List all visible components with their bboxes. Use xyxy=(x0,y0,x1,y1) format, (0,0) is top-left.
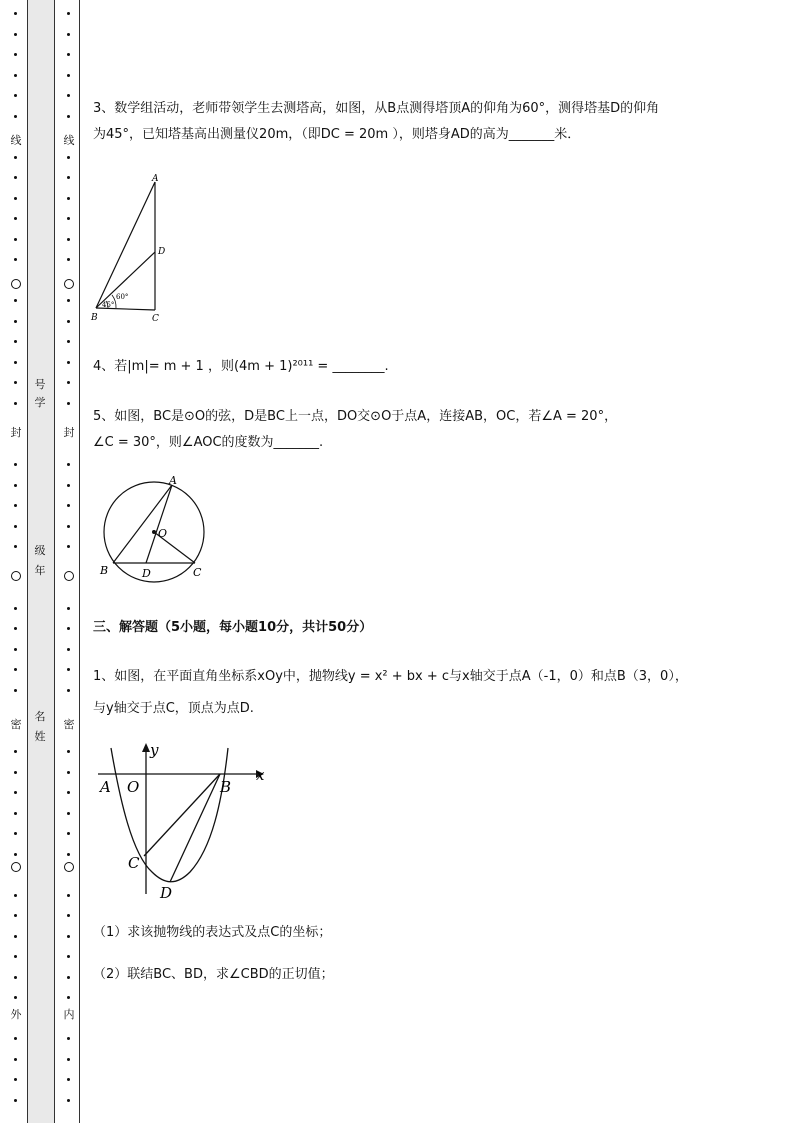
binding-dot xyxy=(14,1078,17,1081)
binding-dot xyxy=(67,381,70,384)
outer-label-mi: 密 xyxy=(10,718,22,731)
binding-dot xyxy=(67,648,70,651)
binding-strip xyxy=(27,0,55,1123)
binding-dot xyxy=(14,74,17,77)
binding-dot xyxy=(67,217,70,220)
binding-dot xyxy=(67,812,70,815)
binding-dot xyxy=(67,545,70,548)
question-5-line2: ∠C = 30°，则∠AOC的度数为_______. xyxy=(93,435,324,450)
binding-dot xyxy=(14,955,17,958)
inner-ring-mark xyxy=(64,862,74,872)
tower-label-D: D xyxy=(158,247,166,257)
inner-ring-mark xyxy=(64,279,74,289)
binding-dot xyxy=(67,1058,70,1061)
binding-dot xyxy=(14,1099,17,1102)
binding-dot xyxy=(14,94,17,97)
field-label-xing: 姓 xyxy=(34,730,46,743)
binding-dot xyxy=(67,996,70,999)
binding-dot xyxy=(67,1099,70,1102)
outer-ring-mark xyxy=(11,571,21,581)
circle-label-A: A xyxy=(169,474,177,487)
binding-dot xyxy=(67,791,70,794)
inner-label-feng: 封 xyxy=(63,426,75,439)
binding-dot xyxy=(14,504,17,507)
binding-dot xyxy=(14,668,17,671)
binding-dot xyxy=(14,689,17,692)
question-3-line1: 3、数学组活动，老师带领学生去测塔高，如图，从B点测得塔顶A的仰角为60°，测得塔基D的仰角 xyxy=(93,101,660,116)
binding-dot xyxy=(67,771,70,774)
binding-dot xyxy=(14,176,17,179)
binding-dot xyxy=(14,894,17,897)
binding-dot xyxy=(67,463,70,466)
binding-dot xyxy=(14,197,17,200)
tower-label-A: A xyxy=(152,174,159,184)
binding-dot xyxy=(14,33,17,36)
parabola-label-y: y xyxy=(150,741,159,759)
binding-dot xyxy=(14,976,17,979)
circle-label-D: D xyxy=(142,567,151,580)
circle-label-B: B xyxy=(100,564,109,577)
outer-label-feng: 封 xyxy=(10,426,22,439)
binding-dot xyxy=(67,935,70,938)
binding-dot xyxy=(14,381,17,384)
tower-angle-45: 45° xyxy=(102,301,115,309)
parabola-label-O: O xyxy=(127,778,140,796)
binding-dot xyxy=(67,1078,70,1081)
tower-label-C: C xyxy=(152,314,159,324)
binding-dot xyxy=(14,463,17,466)
binding-dot xyxy=(67,504,70,507)
binding-dot xyxy=(14,299,17,302)
problem-1-line2: 与y轴交于点C，顶点为点D. xyxy=(93,701,254,716)
binding-dot xyxy=(67,750,70,753)
binding-dot xyxy=(67,689,70,692)
binding-dot xyxy=(14,361,17,364)
binding-dot xyxy=(14,1037,17,1040)
binding-dot xyxy=(14,258,17,261)
binding-dot xyxy=(14,238,17,241)
outer-ring-mark xyxy=(11,279,21,289)
binding-dot xyxy=(14,340,17,343)
binding-dot xyxy=(14,1058,17,1061)
inner-label-nei: 内 xyxy=(63,1008,75,1021)
binding-dot xyxy=(14,935,17,938)
binding-dot xyxy=(67,1037,70,1040)
binding-dot xyxy=(67,238,70,241)
tower-label-B: B xyxy=(91,313,98,323)
binding-dot xyxy=(67,74,70,77)
parabola-label-D: D xyxy=(160,884,173,902)
binding-dot xyxy=(67,176,70,179)
binding-dot xyxy=(67,607,70,610)
binding-dot xyxy=(14,853,17,856)
binding-dot xyxy=(67,976,70,979)
field-label-hao: 号 xyxy=(34,378,46,391)
binding-dot xyxy=(67,832,70,835)
section-3-title: 三、解答题（5小题，每小题10分，共计50分） xyxy=(93,620,373,635)
parabola-label-B: B xyxy=(220,778,232,796)
binding-dot xyxy=(67,115,70,118)
field-label-ji: 级 xyxy=(34,544,46,557)
binding-dot xyxy=(14,750,17,753)
binding-dot xyxy=(67,894,70,897)
binding-border-line xyxy=(79,0,80,1123)
outer-label-wai: 外 xyxy=(10,1008,22,1021)
binding-dot xyxy=(67,53,70,56)
binding-dot xyxy=(14,914,17,917)
binding-dot xyxy=(14,156,17,159)
binding-dot xyxy=(14,545,17,548)
parabola-label-A: A xyxy=(100,778,111,796)
binding-dot xyxy=(67,258,70,261)
binding-dot xyxy=(14,217,17,220)
tower-angle-60: 60° xyxy=(116,293,129,301)
binding-dot xyxy=(14,484,17,487)
binding-dot xyxy=(67,525,70,528)
problem-1-sub2: （2）联结BC、BD，求∠CBD的正切值； xyxy=(93,967,334,982)
field-label-xue: 学 xyxy=(34,396,46,409)
binding-dot xyxy=(67,33,70,36)
binding-dot xyxy=(14,525,17,528)
binding-dot xyxy=(14,771,17,774)
binding-dot xyxy=(14,320,17,323)
problem-1-line1: 1、如图，在平面直角坐标系xOy中，抛物线y = x² + bx + c与x轴交于点A（-1，0）和点B（3，0）， xyxy=(93,669,688,684)
binding-dot xyxy=(67,12,70,15)
binding-dot xyxy=(67,668,70,671)
binding-dot xyxy=(14,832,17,835)
binding-dot xyxy=(14,402,17,405)
binding-dot xyxy=(14,648,17,651)
question-3-line2: 为45°，已知塔基高出测量仪20m，（即DC = 20m ），则塔身AD的高为_______米． xyxy=(93,127,581,142)
binding-dot xyxy=(14,791,17,794)
binding-dot xyxy=(67,853,70,856)
binding-dot xyxy=(14,12,17,15)
circle-label-O: O xyxy=(158,527,168,540)
field-label-nian: 年 xyxy=(34,564,46,577)
inner-ring-mark xyxy=(64,571,74,581)
question-5-line1: 5、如图，BC是⊙O的弦，D是BC上一点，DO交⊙O于点A，连接AB，OC，若∠A = 20°， xyxy=(93,409,618,424)
binding-dot xyxy=(14,607,17,610)
binding-dot xyxy=(14,115,17,118)
binding-dot xyxy=(67,299,70,302)
binding-dot xyxy=(67,94,70,97)
inner-label-mi: 密 xyxy=(63,718,75,731)
circle-figure xyxy=(96,472,212,584)
binding-dot xyxy=(14,996,17,999)
parabola-figure xyxy=(94,740,274,902)
binding-dot xyxy=(67,361,70,364)
binding-dot xyxy=(67,156,70,159)
tower-figure xyxy=(86,170,176,326)
parabola-label-x: x xyxy=(256,766,265,784)
binding-dot xyxy=(67,402,70,405)
binding-dot xyxy=(67,627,70,630)
outer-label-xian: 线 xyxy=(10,134,22,147)
circle-label-C: C xyxy=(193,566,202,579)
inner-label-xian: 线 xyxy=(63,134,75,147)
binding-dot xyxy=(14,812,17,815)
outer-ring-mark xyxy=(11,862,21,872)
binding-dot xyxy=(67,320,70,323)
binding-dot xyxy=(67,197,70,200)
binding-dot xyxy=(67,955,70,958)
problem-1-sub1: （1）求该抛物线的表达式及点C的坐标； xyxy=(93,925,332,940)
binding-dot xyxy=(14,53,17,56)
binding-dot xyxy=(67,340,70,343)
binding-dot xyxy=(67,484,70,487)
binding-dot xyxy=(14,627,17,630)
parabola-label-C: C xyxy=(128,854,140,872)
field-label-ming: 名 xyxy=(34,710,46,723)
question-4-line1: 4、若|m|= m + 1 ，则(4m + 1)²⁰¹¹ = ________. xyxy=(93,359,389,374)
binding-dot xyxy=(67,914,70,917)
